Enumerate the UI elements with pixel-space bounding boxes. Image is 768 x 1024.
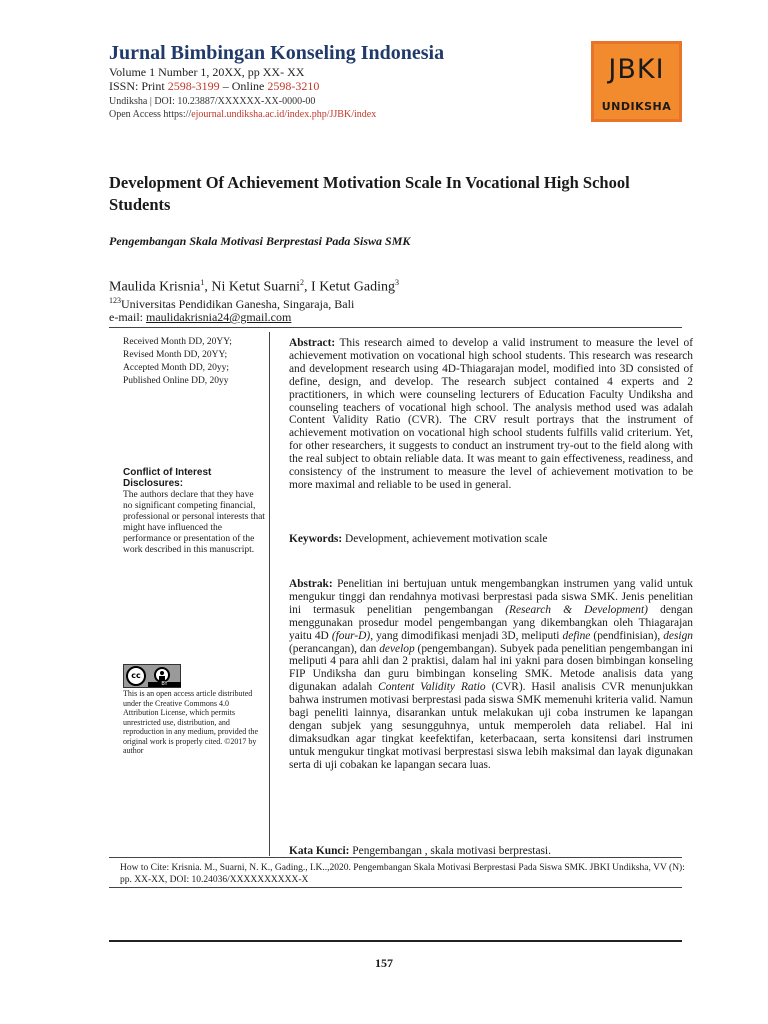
keywords-en-label: Keywords: (289, 533, 343, 545)
issn-prefix: ISSN: Print (109, 79, 168, 93)
open-access-link[interactable]: ejournal.undiksha.ac.id/index.php/JJBK/index (191, 109, 377, 120)
doi-line: Undiksha | DOI: 10.23887/XXXXXX-XX-0000-00 (109, 96, 316, 107)
coi-title: Conflict of Interest Disclosures: (123, 467, 212, 489)
keywords-en-text: Development, achievement motivation scale (345, 533, 548, 545)
abstract-id-text: (perancangan), dan (289, 642, 380, 655)
author-sup: 1 (200, 278, 205, 287)
abstract-id-italic: Content Validity Ratio (378, 681, 486, 694)
abstract-id-text: (CVR). Hasil analisis CVR menunjukkan bahwa instrumen motivasi berprestasi pada siswa SMK memenuhi kriteria valid. Namun bagi peneliti lainnya, disarankan untuk melakukan uji coba instrumen ke lapangan dengan subjek yang sesungguhnya, untuk memperoleh data reliabel. Hal ini dimaksudkan agar tingkat keefektifan, keterbacaan, serta konsitensi dari instrumen untuk mengukur tingkat motivasi berprestasi siswa lebih maksimal dan layak digunakan serta di uji cobakan ke lapangan secara luas. (289, 681, 693, 771)
author-name: Maulida Krisnia (109, 279, 201, 295)
abstract-id-label: Abstrak: (289, 578, 333, 590)
author-list (109, 278, 399, 296)
abstract-id-text: dengan menggunakan prosedur model pengembangan yang dikembangkan oleh Thiagarajan yaitu 4D (289, 603, 693, 642)
license-text: This is an open access article distributed under the Creative Commons 4.0 Attribution License, which permits unrestricted use, distribution, and reproduction in any medium, provided the original work is properly cited. ©2017 by author (123, 689, 259, 755)
issn-print[interactable]: 2598-3199 (167, 79, 220, 93)
received-date: Received Month DD, 20YY; (123, 337, 232, 347)
keywords-en (289, 533, 547, 545)
email-line (109, 310, 291, 325)
email-link[interactable]: maulidakrisnia24@gmail.com (145, 310, 292, 324)
jbki-logo (591, 41, 682, 122)
issn-online[interactable]: 2598-3210 (267, 79, 320, 93)
accepted-date: Accepted Month DD, 20yy; (123, 363, 230, 373)
article-dates (123, 336, 263, 388)
author-sep: , (304, 279, 312, 295)
abstract-id-text: (pendfinisian), (590, 629, 664, 642)
by-label: BY (148, 682, 181, 687)
abstract-id-italic: design (663, 629, 693, 642)
open-access-line (109, 108, 376, 121)
column-divider (269, 332, 270, 856)
coi-text: The authors declare that they have no significant competing financial, professional or personal interests that might have influenced the performance or presentation of the work described in this manuscript. (123, 490, 265, 555)
revised-date: Revised Month DD, 20YY; (123, 350, 228, 360)
abstract-en-text: This research aimed to develop a valid instrument to measure the level of achievement motivation on vocational high school students. This research was research and development research using 4D-Thiagarajan model, modified into 3D consisted of define, design, and develop. The research subject contained 4 experts and 2 practitioners, in which were counseling lecturers of Education Faculty Undiksha and counseling teachers of vocational high school. The analysis method used was adalah Content Validity Ratio (CVR). The CRV result portrays that the instrument of achievement motivation on vocational high school students fulfills valid criterium. Yet, for other researchers, it suggests to conduct an instrument try-out to the field along with the real subject to obtain reliable data. It was meant to gain effectiveness, readiness, and consistency of the instrument to measure the level of achievement motivation to be more maximal and reliable to be used in general. (289, 337, 693, 491)
abstract-id-italic: define (562, 629, 591, 642)
affiliation-text: Universitas Pendidikan Ganesha, Singaraja, Bali (121, 297, 355, 311)
citation-top-rule (109, 857, 682, 858)
author-sup: 2 (300, 278, 305, 287)
abstract-id-text: (pengembangan). Subyek pada penelitian pengembangan ini meliputi 4 para ahli dan 2 praktisi, dalam hal ini yakni para dosen bimbingan konseling FIP Undiksha dan guru bimbingan konseling SMK. Metode analisis data yang digunakan adalah (289, 642, 694, 694)
issn-line (109, 80, 319, 93)
author-sup: 3 (395, 278, 400, 287)
logo-main-text: JBKI (608, 54, 665, 85)
page-number: 157 (375, 956, 393, 970)
abstract-id-text: Penelitian ini bertujuan untuk mengembangkan instrumen yang valid untuk mengukur tinggi dan rendahnya motivasi berprestasi pada siswa SMK. Jenis penelitian ini termasuk penelitian pengembangan (289, 578, 693, 616)
volume-line: Volume 1 Number 1, 20XX, pp XX- XX (109, 65, 305, 79)
footer-rule (109, 940, 682, 942)
cc-by-badge[interactable] (123, 664, 181, 688)
journal-name: Jurnal Bimbingan Konseling Indonesia (109, 42, 445, 64)
author-name: Ni Ketut Suarni (211, 279, 301, 295)
author-name: I Ketut Gading (311, 279, 396, 295)
keywords-id-label: Kata Kunci: (289, 845, 350, 857)
published-date: Published Online DD, 20yy (123, 376, 229, 386)
header-divider (109, 327, 682, 328)
abstract-id-italic: (four-D) (331, 629, 371, 642)
article-subtitle: Pengembangan Skala Motivasi Berprestasi Pada Siswa SMK (109, 234, 411, 248)
cc-icon: cc (126, 666, 146, 686)
open-access-prefix: Open Access https:// (109, 109, 192, 120)
abstract-en-label: Abstract: (289, 337, 336, 349)
citation-bottom-rule (109, 887, 682, 888)
email-label: e-mail: (109, 310, 146, 324)
abstract-id-text: , yang dimodifikasi menjadi 3D, meliputi (370, 629, 563, 642)
abstract-id-italic: (Research & Development) (505, 603, 648, 616)
abstract-id (289, 578, 693, 772)
author-sep: , (204, 279, 212, 295)
keywords-id-text: Pengembangan , skala motivasi berprestasi. (352, 845, 551, 857)
logo-sub-text: UNDIKSHA (601, 100, 672, 113)
how-to-cite: How to Cite: Krisnia. M., Suarni, N. K., Gading., I.K..,2020. Pengembangan Skala Motivasi Berprestasi Pada Siswa SMK. JBKI Undiksha, VV (N): pp. XX-XX, DOI: 10.24036/XXXXXXXXXX-X (120, 863, 685, 885)
keywords-id (289, 845, 551, 857)
affiliation-sup: 123 (109, 296, 121, 305)
abstract-id-italic: develop (379, 642, 415, 655)
abstract-en (289, 337, 693, 492)
article-title: Development Of Achievement Motivation Scale In Vocational High School Students (109, 173, 630, 214)
issn-mid: – Online (219, 79, 268, 93)
